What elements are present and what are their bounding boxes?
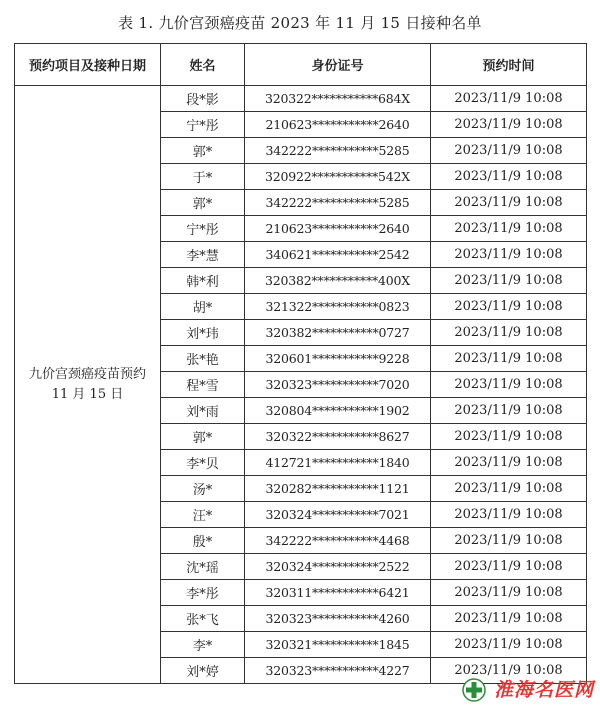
name-cell: 汪* (161, 502, 245, 528)
id-number-cell: 320323***********4260 (245, 606, 431, 632)
id-number-cell: 320323***********7020 (245, 372, 431, 398)
id-number-cell: 210623***********2640 (245, 216, 431, 242)
id-number-cell: 342222***********5285 (245, 190, 431, 216)
id-number-cell: 320323***********4227 (245, 658, 431, 684)
booking-time-cell: 2023/11/9 10:08 (431, 216, 587, 242)
name-cell: 李* (161, 632, 245, 658)
booking-time-cell: 2023/11/9 10:08 (431, 606, 587, 632)
medical-cross-logo-icon (462, 678, 486, 702)
booking-time-cell: 2023/11/9 10:08 (431, 554, 587, 580)
id-number-cell: 320322***********684X (245, 86, 431, 112)
id-number-cell: 320382***********0727 (245, 320, 431, 346)
id-number-cell: 412721***********1840 (245, 450, 431, 476)
booking-time-cell: 2023/11/9 10:08 (431, 528, 587, 554)
table-header-row (15, 44, 587, 86)
id-number-cell: 320321***********1845 (245, 632, 431, 658)
booking-time-cell: 2023/11/9 10:08 (431, 632, 587, 658)
name-cell: 宁*彤 (161, 112, 245, 138)
name-cell: 韩*利 (161, 268, 245, 294)
id-number-cell: 320382***********400X (245, 268, 431, 294)
id-number-cell: 321322***********0823 (245, 294, 431, 320)
project-name: 九价宫颈癌疫苗预约 (28, 366, 146, 382)
booking-time-cell: 2023/11/9 10:08 (431, 658, 587, 684)
header-name: 姓名 (161, 44, 245, 86)
booking-time-cell: 2023/11/9 10:08 (431, 294, 587, 320)
watermark: 淮海名医网 (493, 679, 594, 701)
header-id-number: 身份证号 (245, 44, 431, 86)
table-row (15, 86, 587, 112)
name-cell: 程*雪 (161, 372, 245, 398)
id-number-cell: 320601***********9228 (245, 346, 431, 372)
booking-time-cell: 2023/11/9 10:08 (431, 424, 587, 450)
name-cell: 郭* (161, 190, 245, 216)
project-date-cell (15, 86, 161, 684)
booking-time-cell: 2023/11/9 10:08 (431, 580, 587, 606)
id-number-cell: 320804***********1902 (245, 398, 431, 424)
booking-time-cell: 2023/11/9 10:08 (431, 268, 587, 294)
document-title: 表 1. 九价宫颈癌疫苗 2023 年 11 月 15 日接种名单 (118, 14, 482, 32)
name-cell: 汤* (161, 476, 245, 502)
name-cell: 李*慧 (161, 242, 245, 268)
booking-time-cell: 2023/11/9 10:08 (431, 190, 587, 216)
booking-time-cell: 2023/11/9 10:08 (431, 138, 587, 164)
name-cell: 刘*雨 (161, 398, 245, 424)
id-number-cell: 320922***********542X (245, 164, 431, 190)
id-number-cell: 342222***********4468 (245, 528, 431, 554)
project-date: 11 月 15 日 (51, 386, 124, 402)
name-cell: 段*影 (161, 86, 245, 112)
name-cell: 张*艳 (161, 346, 245, 372)
id-number-cell: 340621***********2542 (245, 242, 431, 268)
header-project-date: 预约项目及接种日期 (15, 44, 161, 86)
id-number-cell: 342222***********5285 (245, 138, 431, 164)
name-cell: 李*贝 (161, 450, 245, 476)
id-number-cell: 320324***********7021 (245, 502, 431, 528)
id-number-cell: 320311***********6421 (245, 580, 431, 606)
name-cell: 刘*玮 (161, 320, 245, 346)
id-number-cell: 210623***********2640 (245, 112, 431, 138)
name-cell: 于* (161, 164, 245, 190)
booking-time-cell: 2023/11/9 10:08 (431, 346, 587, 372)
booking-time-cell: 2023/11/9 10:08 (431, 242, 587, 268)
name-cell: 李*彤 (161, 580, 245, 606)
booking-time-cell: 2023/11/9 10:08 (431, 164, 587, 190)
booking-time-cell: 2023/11/9 10:08 (431, 502, 587, 528)
id-number-cell: 320322***********8627 (245, 424, 431, 450)
booking-time-cell: 2023/11/9 10:08 (431, 372, 587, 398)
name-cell: 刘*婷 (161, 658, 245, 684)
booking-time-cell: 2023/11/9 10:08 (431, 112, 587, 138)
header-booking-time: 预约时间 (431, 44, 587, 86)
id-number-cell: 320324***********2522 (245, 554, 431, 580)
name-cell: 郭* (161, 138, 245, 164)
name-cell: 宁*彤 (161, 216, 245, 242)
name-cell: 张*飞 (161, 606, 245, 632)
booking-time-cell: 2023/11/9 10:08 (431, 86, 587, 112)
name-cell: 殷* (161, 528, 245, 554)
id-number-cell: 320282***********1121 (245, 476, 431, 502)
booking-time-cell: 2023/11/9 10:08 (431, 450, 587, 476)
name-cell: 郭* (161, 424, 245, 450)
vaccination-list-table (14, 43, 587, 684)
booking-time-cell: 2023/11/9 10:08 (431, 398, 587, 424)
booking-time-cell: 2023/11/9 10:08 (431, 476, 587, 502)
name-cell: 沈*瑶 (161, 554, 245, 580)
booking-time-cell: 2023/11/9 10:08 (431, 320, 587, 346)
name-cell: 胡* (161, 294, 245, 320)
